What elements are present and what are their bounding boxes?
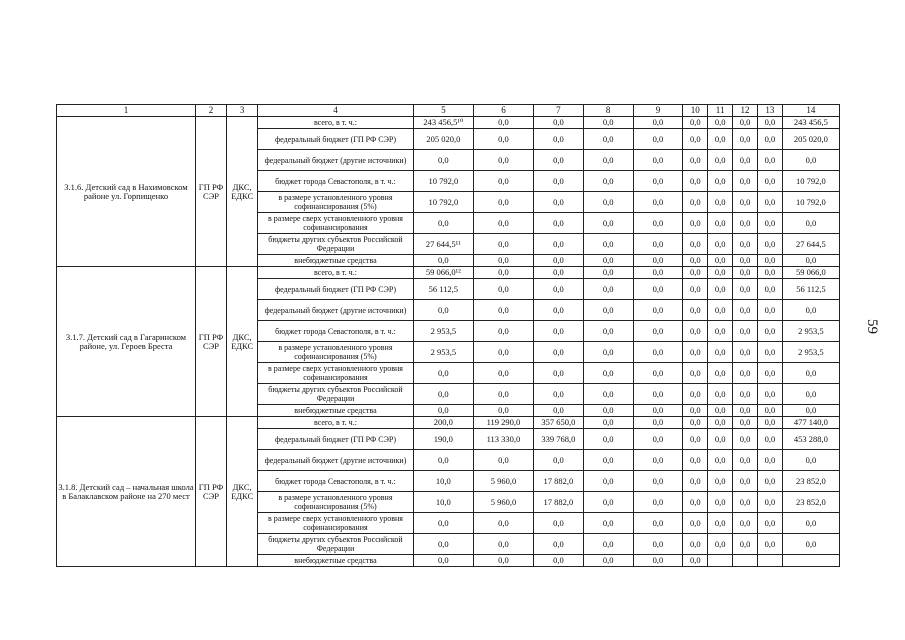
table-cell: 23 852,0 [782,471,839,492]
table-cell: 0,0 [633,405,683,417]
table-cell: 0,0 [683,234,708,255]
table-cell: 0,0 [534,255,584,267]
table-cell: 0,0 [757,429,782,450]
table-cell: 0,0 [733,384,758,405]
table-cell: 0,0 [757,279,782,300]
table-cell: 0,0 [683,117,708,129]
table-cell: 205 020,0 [782,129,839,150]
table-cell: 5 960,0 [473,471,533,492]
table-cell: 0,0 [473,171,533,192]
table-cell: 0,0 [633,492,683,513]
header-row [57,105,840,117]
table-cell: 0,0 [708,300,733,321]
table-cell: 0,0 [473,450,533,471]
table-cell: 0,0 [683,321,708,342]
table-cell: 190,0 [413,429,473,450]
table-cell: 56 112,5 [413,279,473,300]
table-cell: 200,0 [413,417,473,429]
table-cell: 0,0 [633,255,683,267]
table-cell: 357 650,0 [534,417,584,429]
table-cell: 0,0 [534,513,584,534]
table-cell: 0,0 [583,267,633,279]
row-label: бюджет города Севастополя, в т. ч.: [258,321,414,342]
table-cell: 0,0 [633,234,683,255]
table-cell: 0,0 [733,471,758,492]
table-cell: 56 112,5 [782,279,839,300]
table-cell: 0,0 [757,300,782,321]
table-cell: 0,0 [683,129,708,150]
table-cell: 0,0 [534,555,584,567]
table-cell: 0,0 [583,255,633,267]
group-executor: ДКС, ЕДКС [227,117,258,267]
table-cell: 0,0 [733,267,758,279]
table-cell: 0,0 [633,213,683,234]
table-cell: 0,0 [633,267,683,279]
table-cell: 0,0 [633,384,683,405]
table-cell: 2 953,5 [413,342,473,363]
table-cell: 0,0 [708,192,733,213]
table-cell: 0,0 [757,171,782,192]
table-cell: 0,0 [757,117,782,129]
table-cell: 0,0 [757,234,782,255]
table-cell: 0,0 [733,192,758,213]
table-cell: 0,0 [757,492,782,513]
table-cell: 0,0 [733,534,758,555]
table-cell: 0,0 [683,171,708,192]
table-cell: 0,0 [733,255,758,267]
table-cell: 0,0 [413,150,473,171]
table-cell: 0,0 [534,321,584,342]
table-cell: 0,0 [633,534,683,555]
table-cell: 0,0 [757,192,782,213]
table-cell: 0,0 [534,300,584,321]
table-cell: 0,0 [534,129,584,150]
table-cell: 0,0 [708,213,733,234]
table-cell: 0,0 [633,300,683,321]
table-cell: 27 644,5¹¹ [413,234,473,255]
group-name: 3.1.6. Детский сад в Нахимовском районе ул. Горпищенко [57,117,196,267]
table-cell: 0,0 [534,213,584,234]
col-header-1: 1 [57,105,196,117]
table-cell: 0,0 [413,405,473,417]
row-label: федеральный бюджет (другие источники) [258,300,414,321]
table-cell: 0,0 [633,555,683,567]
table-cell: 0,0 [473,117,533,129]
table-cell: 0,0 [782,213,839,234]
table-cell: 0,0 [733,405,758,417]
row-label: бюджет города Севастополя, в т. ч.: [258,471,414,492]
table-cell [757,555,782,567]
table-cell: 0,0 [683,405,708,417]
group-executor: ДКС, ЕДКС [227,417,258,567]
table-cell: 0,0 [733,321,758,342]
table-cell: 0,0 [583,555,633,567]
table-cell: 0,0 [708,429,733,450]
table-cell: 0,0 [683,213,708,234]
row-label: в размере установленного уровня софинансирования (5%) [258,192,414,213]
row-label: всего, в т. ч.: [258,417,414,429]
table-cell: 0,0 [534,192,584,213]
table-cell: 0,0 [708,363,733,384]
table-cell: 0,0 [782,534,839,555]
table-cell: 0,0 [534,405,584,417]
table-row [57,267,840,279]
table-cell: 0,0 [733,492,758,513]
table-cell: 0,0 [534,171,584,192]
table-cell: 0,0 [583,417,633,429]
table-cell: 0,0 [583,384,633,405]
table-cell: 453 288,0 [782,429,839,450]
table-cell: 0,0 [708,234,733,255]
table-cell: 0,0 [683,384,708,405]
table-cell: 0,0 [683,279,708,300]
table-cell: 0,0 [583,192,633,213]
table-cell: 0,0 [473,342,533,363]
table-cell: 0,0 [413,534,473,555]
table-cell: 0,0 [413,513,473,534]
row-label: федеральный бюджет (ГП РФ СЭР) [258,129,414,150]
row-label: внебюджетные средства [258,405,414,417]
table-cell: 0,0 [583,429,633,450]
table-cell: 0,0 [782,300,839,321]
table-cell: 339 768,0 [534,429,584,450]
table-cell: 0,0 [413,300,473,321]
table-cell: 0,0 [534,150,584,171]
col-header-12: 12 [733,105,758,117]
table-cell: 0,0 [534,363,584,384]
table-cell: 0,0 [708,129,733,150]
table-cell: 0,0 [583,213,633,234]
table-cell: 0,0 [633,342,683,363]
table-cell: 0,0 [708,534,733,555]
table-cell: 0,0 [473,321,533,342]
group-name: 3.1.7. Детский сад в Гагаринском районе, ул. Героев Бреста [57,267,196,417]
table-cell: 0,0 [708,342,733,363]
table-cell: 0,0 [708,117,733,129]
table-cell: 0,0 [583,150,633,171]
table-cell: 0,0 [683,342,708,363]
table-cell: 0,0 [708,417,733,429]
table-cell: 0,0 [757,384,782,405]
col-header-5: 5 [413,105,473,117]
table-cell: 243 456,5¹⁰ [413,117,473,129]
table-cell: 0,0 [708,450,733,471]
col-header-2: 2 [195,105,226,117]
table-cell: 0,0 [782,405,839,417]
table-cell: 0,0 [708,384,733,405]
table-cell: 10 792,0 [413,171,473,192]
table-cell: 0,0 [534,234,584,255]
row-label: федеральный бюджет (ГП РФ СЭР) [258,429,414,450]
table-cell: 0,0 [782,450,839,471]
table-cell: 0,0 [708,255,733,267]
table-cell: 0,0 [733,213,758,234]
table-cell: 0,0 [757,417,782,429]
row-label: федеральный бюджет (другие источники) [258,150,414,171]
table-cell: 0,0 [583,363,633,384]
table-cell: 0,0 [413,384,473,405]
col-header-6: 6 [473,105,533,117]
table-cell: 10 792,0 [782,192,839,213]
table-cell: 0,0 [473,150,533,171]
table-cell: 0,0 [683,255,708,267]
table-cell: 5 960,0 [473,492,533,513]
table-cell: 113 330,0 [473,429,533,450]
table-cell: 0,0 [633,192,683,213]
col-header-13: 13 [757,105,782,117]
table-cell: 0,0 [473,129,533,150]
table-cell: 0,0 [473,513,533,534]
row-label: в размере установленного уровня софинансирования (5%) [258,342,414,363]
table-cell: 0,0 [708,405,733,417]
table-cell: 0,0 [683,492,708,513]
group-program: ГП РФ СЭР [195,267,226,417]
table-cell: 0,0 [534,279,584,300]
table-cell: 0,0 [633,279,683,300]
col-header-8: 8 [583,105,633,117]
col-header-14: 14 [782,105,839,117]
table-cell: 0,0 [583,234,633,255]
table-cell: 0,0 [757,363,782,384]
table-cell: 0,0 [757,405,782,417]
table-cell: 0,0 [733,363,758,384]
table-cell: 0,0 [708,171,733,192]
table-cell: 0,0 [683,429,708,450]
budget-table [56,104,840,567]
table-cell: 0,0 [413,255,473,267]
table-cell: 0,0 [534,384,584,405]
table-cell: 0,0 [583,405,633,417]
table-cell: 0,0 [633,171,683,192]
table-cell: 59 066,0 [782,267,839,279]
row-label: в размере сверх установленного уровня софинансирования [258,213,414,234]
table-cell: 2 953,5 [782,342,839,363]
table-cell: 0,0 [473,192,533,213]
table-cell: 0,0 [757,321,782,342]
table-cell: 0,0 [708,279,733,300]
table-cell: 0,0 [733,150,758,171]
table-cell: 0,0 [473,384,533,405]
table-cell: 0,0 [534,342,584,363]
table-cell: 243 456,5 [782,117,839,129]
table-cell: 0,0 [633,129,683,150]
table-cell: 0,0 [708,492,733,513]
table-cell: 2 953,5 [413,321,473,342]
table-cell: 119 290,0 [473,417,533,429]
table-cell: 0,0 [757,450,782,471]
table-cell: 0,0 [708,150,733,171]
table-cell: 0,0 [583,171,633,192]
table-cell: 0,0 [683,513,708,534]
table-cell: 0,0 [733,129,758,150]
table-cell: 0,0 [733,513,758,534]
table-cell: 0,0 [782,255,839,267]
table-cell: 0,0 [757,342,782,363]
table-cell: 59 066,0¹² [413,267,473,279]
row-label: бюджет города Севастополя, в т. ч.: [258,171,414,192]
table-cell: 0,0 [633,363,683,384]
table-cell: 10,0 [413,471,473,492]
table-cell: 0,0 [473,555,533,567]
col-header-10: 10 [683,105,708,117]
table-body [57,117,840,567]
table-cell: 0,0 [683,417,708,429]
table-cell: 0,0 [473,213,533,234]
row-label: федеральный бюджет (другие источники) [258,450,414,471]
table-cell: 0,0 [534,117,584,129]
table-cell [708,555,733,567]
row-label: всего, в т. ч.: [258,117,414,129]
table-cell: 0,0 [583,471,633,492]
row-label: в размере сверх установленного уровня софинансирования [258,513,414,534]
table-cell: 0,0 [782,363,839,384]
table-cell: 0,0 [683,267,708,279]
table-cell: 0,0 [534,534,584,555]
table-row [57,417,840,429]
table-cell: 0,0 [733,234,758,255]
table-cell: 0,0 [733,417,758,429]
table-cell: 0,0 [683,471,708,492]
row-label: бюджеты других субъектов Российской Федерации [258,534,414,555]
table-cell: 23 852,0 [782,492,839,513]
table-cell: 0,0 [757,267,782,279]
table-cell: 0,0 [583,117,633,129]
table-cell: 0,0 [413,555,473,567]
table-cell: 10 792,0 [782,171,839,192]
col-header-9: 9 [633,105,683,117]
table-cell: 0,0 [757,129,782,150]
group-program: ГП РФ СЭР [195,417,226,567]
row-label: внебюджетные средства [258,555,414,567]
row-label: бюджеты других субъектов Российской Федерации [258,384,414,405]
table-cell: 0,0 [473,534,533,555]
row-label: федеральный бюджет (ГП РФ СЭР) [258,279,414,300]
table-cell: 27 644,5 [782,234,839,255]
table-cell: 0,0 [583,513,633,534]
table-cell: 0,0 [757,255,782,267]
table-cell: 0,0 [733,300,758,321]
table-cell: 0,0 [583,492,633,513]
table-cell: 0,0 [683,555,708,567]
col-header-7: 7 [534,105,584,117]
table-cell: 0,0 [733,279,758,300]
table-cell: 0,0 [708,471,733,492]
group-program: ГП РФ СЭР [195,117,226,267]
group-executor: ДКС, ЕДКС [227,267,258,417]
table-cell: 0,0 [782,513,839,534]
table-cell: 2 953,5 [782,321,839,342]
table-cell: 0,0 [757,213,782,234]
table-row [57,117,840,129]
table-cell: 0,0 [683,534,708,555]
table-cell: 0,0 [633,117,683,129]
table-cell: 0,0 [733,117,758,129]
table-cell: 0,0 [583,450,633,471]
table-cell: 0,0 [413,450,473,471]
table-cell: 0,0 [683,363,708,384]
table-cell: 0,0 [633,321,683,342]
table-cell: 0,0 [583,534,633,555]
table-cell: 0,0 [683,450,708,471]
table-cell: 0,0 [633,513,683,534]
table-cell: 0,0 [683,300,708,321]
table-cell: 0,0 [473,363,533,384]
row-label: в размере сверх установленного уровня софинансирования [258,363,414,384]
table-cell: 0,0 [413,213,473,234]
table-cell: 0,0 [473,279,533,300]
table-cell: 0,0 [473,405,533,417]
table-cell: 0,0 [534,450,584,471]
col-header-11: 11 [708,105,733,117]
table-cell: 0,0 [473,267,533,279]
table-cell: 0,0 [708,321,733,342]
table-cell: 0,0 [757,150,782,171]
table-cell: 0,0 [583,342,633,363]
col-header-4: 4 [258,105,414,117]
table-cell: 17 882,0 [534,471,584,492]
table-cell: 0,0 [733,429,758,450]
table-cell: 477 140,0 [782,417,839,429]
table-cell: 0,0 [782,384,839,405]
table-cell: 0,0 [583,321,633,342]
table-cell: 0,0 [733,171,758,192]
row-label: всего, в т. ч.: [258,267,414,279]
table-cell: 0,0 [473,300,533,321]
col-header-3: 3 [227,105,258,117]
table-cell: 0,0 [782,150,839,171]
table-cell: 0,0 [633,471,683,492]
group-name: 3.1.8. Детский сад – начальная школа в Балаклавском районе на 270 мест [57,417,196,567]
table-cell: 10,0 [413,492,473,513]
table-cell: 0,0 [633,450,683,471]
table-cell: 0,0 [534,267,584,279]
table-cell: 17 882,0 [534,492,584,513]
table-cell: 0,0 [583,300,633,321]
table-cell: 0,0 [733,342,758,363]
table-cell: 0,0 [633,417,683,429]
page-number: 59 [864,319,880,334]
table-cell: 0,0 [683,192,708,213]
table-cell: 205 020,0 [413,129,473,150]
table-cell: 0,0 [633,429,683,450]
table-cell: 0,0 [473,234,533,255]
row-label: бюджеты других субъектов Российской Федерации [258,234,414,255]
table-cell: 0,0 [583,129,633,150]
table-cell: 10 792,0 [413,192,473,213]
table-cell [733,555,758,567]
row-label: в размере установленного уровня софинансирования (5%) [258,492,414,513]
table-cell: 0,0 [633,150,683,171]
row-label: внебюджетные средства [258,255,414,267]
table-cell: 0,0 [708,513,733,534]
table-cell: 0,0 [473,255,533,267]
table-cell: 0,0 [757,513,782,534]
table-cell: 0,0 [683,150,708,171]
table-cell: 0,0 [733,450,758,471]
table-cell: 0,0 [757,534,782,555]
table-cell: 0,0 [583,279,633,300]
table-cell [782,555,839,567]
table-cell: 0,0 [413,363,473,384]
table-cell: 0,0 [757,471,782,492]
table-cell: 0,0 [708,267,733,279]
